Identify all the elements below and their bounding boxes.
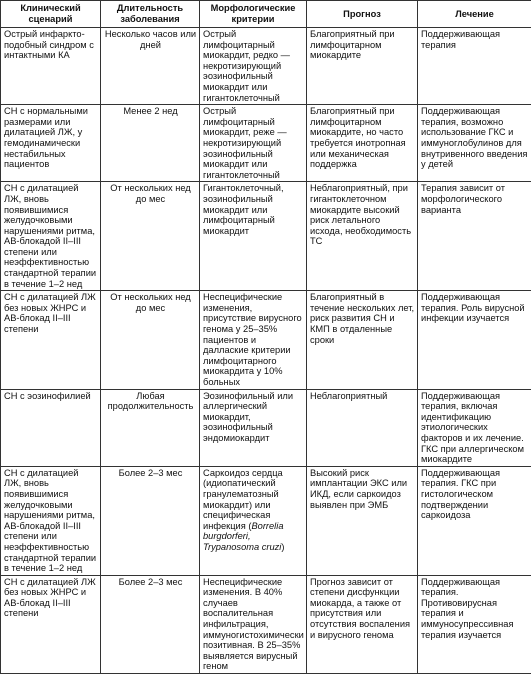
header-morphology: Морфологические критерии [200,1,307,28]
cell-morphology: Острый лимфоцитарный миокардит, реже — некротизирующий эозинофильный миокардит или гигантоклеточный [200,105,307,182]
cell-duration: Более 2–3 мес [101,575,200,673]
table-row [1,575,531,673]
table-header-row [1,1,531,28]
cell-morphology: Эозинофильный или аллергический миокардит, эозинофильный эндомиокардит [200,389,307,466]
cell-duration: Любая продолжительность [101,389,200,466]
table-row [1,291,531,389]
cell-treatment: Поддерживающая терапия, включая идентификацию этиологических факторов и их лечение. ГКС при аллергическом миокардите [418,389,531,466]
cell-scenario: СН с дилатацией ЛЖ, вновь появившимися желудочковыми нарушениями ритма, АВ-блокадой II–III степени или неэффективностью стандартной терапии в течение 1–2 нед [1,466,101,575]
cell-treatment: Поддерживающая терапия. Роль вирусной инфекции изучается [418,291,531,389]
pathogen-names: Borrelia burgdorferi, Trypanosoma cruzi [203,521,284,552]
header-scenario: Клинический сценарий [1,1,101,28]
table-row [1,105,531,182]
cell-morphology: Неспецифические изменения, присутствие вирусного генома у 25–35% пациентов и даллаские критерии лимфоцитарного миокардита у 10% больных [200,291,307,389]
cell-duration: Несколько часов или дней [101,28,200,105]
morphology-text: Саркоидоз сердца (идиопатический гранулематозный миокардит) или специфическая инфекция ( [203,468,283,531]
cell-treatment: Поддерживающая терапия. Противовирусная терапия и иммуносупрессивная терапия изучается [418,575,531,673]
cell-scenario: СН с нормальными размерами или дилатацией ЛЖ, у гемодинамически нестабильных пациентов [1,105,101,182]
cell-scenario: СН с дилатацией ЛЖ без новых ЖНРС и АВ-блокад II–III степени [1,575,101,673]
cell-prognosis: Благоприятный при лимфоцитарном миокардите [307,28,418,105]
cell-prognosis: Высокий риск имплантации ЭКС или ИКД, если саркоидоз выявлен при ЭМБ [307,466,418,575]
header-prognosis: Прогноз [307,1,418,28]
table-row [1,389,531,466]
cell-treatment: Поддерживающая терапия [418,28,531,105]
header-treatment: Лечение [418,1,531,28]
cell-scenario: СН с эозинофилией [1,389,101,466]
cell-duration: Более 2–3 мес [101,466,200,575]
cell-prognosis: Неблагоприятный [307,389,418,466]
cell-duration: Менее 2 нед [101,105,200,182]
cell-treatment: Поддерживающая терапия, возможно использование ГКС и иммуноглобулинов для внутривенного введения у детей [418,105,531,182]
cell-prognosis: Прогноз зависит от степени дисфункции миокарда, а также от присутствия или отсутствия воспаления и вирусного генома [307,575,418,673]
table-row [1,28,531,105]
table-row [1,182,531,291]
cell-duration: От нескольких нед до мес [101,182,200,291]
cell-morphology: Гигантоклеточный, эозинофильный миокардит или лимфоцитарный миокардит [200,182,307,291]
cell-treatment: Терапия зависит от морфологического варианта [418,182,531,291]
cell-scenario: СН с дилатацией ЛЖ без новых ЖНРС и АВ-блокад II–III степени [1,291,101,389]
cell-morphology [200,466,307,575]
cell-scenario: СН с дилатацией ЛЖ, вновь появившимися желудочковыми нарушениями ритма, АВ-блокадой II–III степени или неэффективностью стандартной терапии в течение 1–2 нед [1,182,101,291]
header-duration: Длительность заболевания [101,1,200,28]
cell-morphology: Острый лимфоцитарный миокардит, редко — некротизирующий эозинофильный миокардит или гигантоклеточный [200,28,307,105]
cell-duration: От нескольких нед до мес [101,291,200,389]
cell-prognosis: Неблагоприятный, при гигантоклеточном миокардите высокий риск летального исхода, необходимость ТС [307,182,418,291]
table-row [1,466,531,575]
cell-morphology: Неспецифические изменения. В 40% случаев воспалительная инфильтрация, иммуногистохимически позитивная. В 25–35% выявляется вирусный геном [200,575,307,673]
cell-treatment: Поддерживающая терапия. ГКС при гистологическом подтверждении саркоидоза [418,466,531,575]
morphology-closing: ) [281,542,284,552]
cell-scenario: Острый инфаркто-подобный синдром с интактными КА [1,28,101,105]
cell-prognosis: Благоприятный при лимфоцитарном миокардите, но часто требуется инотропная или механическая поддержка [307,105,418,182]
cell-prognosis: Благоприятный в течение нескольких лет, риск развития СН и КМП в отдаленные сроки [307,291,418,389]
